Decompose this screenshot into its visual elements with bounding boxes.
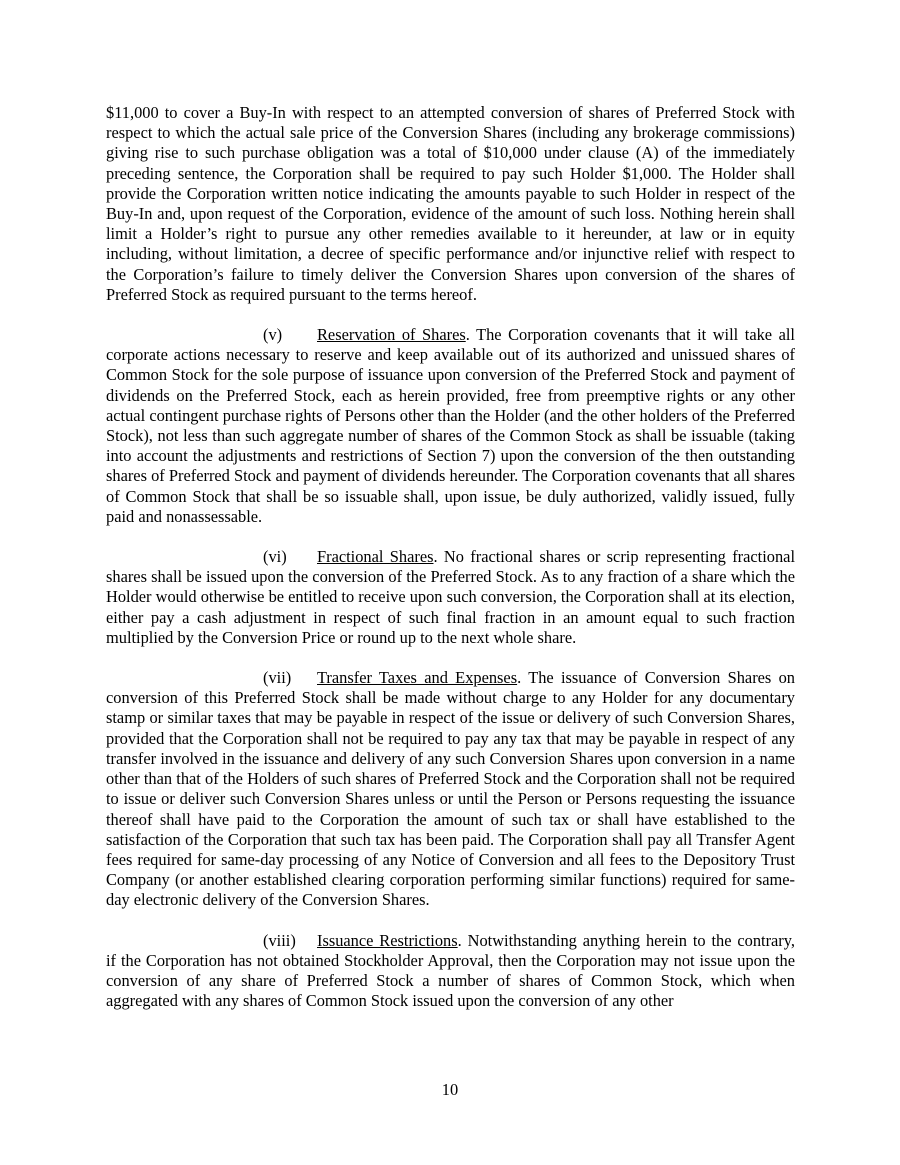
section-issuance-restrictions <box>106 931 795 1012</box>
intro-paragraph: $11,000 to cover a Buy-In with respect to an attempted conversion of shares of Preferred Stock with respect to which the actual sale price of the Conversion Shares (including any brokerage commissions) giving rise to such purchase obligation was a total of $10,000 under clause (A) of the immediately preceding sentence, the Corporation shall be required to pay such Holder $1,000. The Holder shall provide the Corporation written notice indicating the amounts payable to such Holder in respect of the Buy-In and, upon request of the Corporation, evidence of the amount of such loss. Nothing herein shall limit a Holder’s right to pursue any other remedies available to it hereunder, at law or in equity including, without limitation, a decree of specific performance and/or injunctive relief with respect to the Corporation’s failure to timely deliver the Conversion Shares upon conversion of the shares of Preferred Stock as required pursuant to the terms hereof. <box>106 103 795 304</box>
section-fractional-shares <box>106 547 795 648</box>
section-heading: Fractional Shares <box>317 547 434 567</box>
section-reservation-of-shares <box>106 325 795 527</box>
section-body: . Notwithstanding anything herein to the contrary, if the Corporation has not obtained Stockholder Approval, then the Corporation may not issue upon the conversion of any share of Preferred Stock a number of shares of Common Stock, which when aggregated with any shares of Common Stock issued upon the conversion of any other <box>106 930 795 1011</box>
document-body <box>106 103 795 1031</box>
section-number: (vii) <box>263 668 292 688</box>
section-number: (vi) <box>263 547 287 567</box>
section-number: (viii) <box>263 930 296 950</box>
section-body: . The Corporation covenants that it will take all corporate actions necessary to reserve and keep available out of its authorized and unissued shares of Common Stock for the sole purpose of issuance upon conversion of the Preferred Stock and payment of dividends on the Preferred Stock, each as herein provided, free from preemptive rights or any other actual contingent purchase rights of Persons other than the Holder (and the other holders of the Preferred Stock), not less than such aggregate number of shares of the Common Stock as shall be issuable (taking into account the adjustments and restrictions of Section 7) upon the conversion of the then outstanding shares of Preferred Stock and payment of dividends hereunder. The Corporation covenants that all shares of Common Stock that shall be so issuable shall, upon issue, be duly authorized, validly issued, fully paid and nonassessable. <box>106 325 795 526</box>
section-number: (v) <box>263 325 283 345</box>
section-body: . The issuance of Conversion Shares on conversion of this Preferred Stock shall be made without charge to any Holder for any documentary stamp or similar taxes that may be payable in respect of the issue or delivery of such Conversion Shares, provided that the Corporation shall not be required to pay any tax that may be payable in respect of any transfer involved in the issuance and delivery of any such Conversion Shares upon conversion in a name other than that of the Holders of such shares of Preferred Stock and the Corporation shall not be required to issue or deliver such Conversion Shares unless or until the Person or Persons requesting the issuance thereof shall have paid to the Corporation the amount of such tax or shall have established to the satisfaction of the Corporation that such tax has been paid. The Corporation shall pay all Transfer Agent fees required for same-day processing of any Notice of Conversion and all fees to the Depository Trust Company (or another established clearing corporation performing similar functions) required for same-day electronic delivery of the Conversion Shares. <box>106 668 795 910</box>
section-body: . No fractional shares or scrip representing fractional shares shall be issued upon the conversion of the Preferred Stock. As to any fraction of a share which the Holder would otherwise be entitled to receive upon such conversion, the Corporation shall at its election, either pay a cash adjustment in respect of such final fraction in an amount equal to such fraction multiplied by the Conversion Price or round up to the next whole share. <box>106 547 795 647</box>
page-number: 10 <box>441 1080 459 1099</box>
section-transfer-taxes-and-expenses <box>106 668 795 910</box>
section-heading: Transfer Taxes and Expenses <box>317 668 518 688</box>
section-heading: Reservation of Shares <box>317 325 466 345</box>
section-heading: Issuance Restrictions <box>317 930 458 950</box>
